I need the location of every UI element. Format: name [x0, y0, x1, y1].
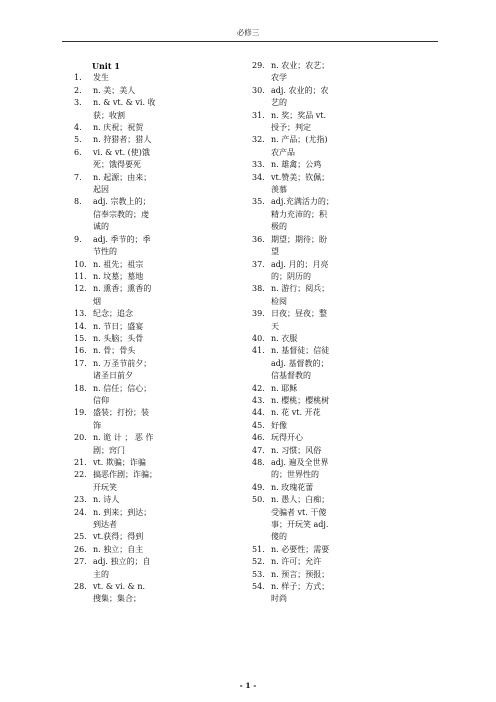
entry-definition: n. 许可；允许 — [271, 557, 322, 567]
page-header: 必修三 — [236, 28, 260, 37]
entry-definition: n. 玫瑰花蕾 — [271, 482, 314, 492]
entry-number: 13. — [74, 309, 87, 319]
entry-number: 17. — [74, 358, 87, 368]
vocab-entry — [252, 134, 352, 159]
entry-number: 2. — [74, 85, 82, 95]
entry-definition: n. 奖；奖品 vt. 授予；判定 — [271, 110, 327, 133]
entry-number: 44. — [252, 408, 265, 418]
right-vocab-list — [252, 60, 352, 606]
entry-number: 19. — [74, 408, 87, 418]
entry-number: 1. — [74, 73, 82, 83]
vocab-entry — [74, 507, 174, 532]
entry-number: 31. — [252, 110, 265, 120]
entry-number: 3. — [74, 98, 82, 108]
vocab-entry — [252, 283, 352, 308]
vocab-entry — [252, 333, 352, 345]
vocab-entry — [74, 333, 174, 345]
vocab-entry — [252, 395, 352, 407]
vocab-entry — [74, 469, 174, 494]
entry-definition: n. 农业；农艺； 农学 — [271, 61, 330, 83]
vocab-entry — [74, 122, 174, 134]
vocab-entry — [252, 420, 352, 432]
entry-definition: n. 头脑；头骨 — [93, 333, 144, 343]
entry-number: 35. — [252, 197, 265, 207]
entry-definition: vi. & vt. (使)饿 死；饿得要死 — [93, 147, 150, 170]
entry-number: 29. — [252, 61, 265, 70]
unit-title: Unit 1 — [92, 61, 120, 71]
entry-number: 23. — [74, 495, 87, 505]
vocab-entry — [74, 97, 174, 122]
vocab-entry — [74, 321, 174, 333]
entry-definition: n. 习惯；风俗 — [271, 445, 322, 455]
vocab-entry — [74, 358, 174, 383]
vocab-entry — [74, 134, 174, 146]
vocab-entry — [74, 259, 174, 271]
vocab-entry — [74, 234, 174, 259]
entry-definition: adj. 季节的；季 节性的 — [93, 234, 151, 257]
entry-number: 33. — [252, 160, 265, 170]
entry-number: 10. — [74, 259, 87, 269]
entry-number: 45. — [252, 420, 265, 430]
entry-definition: n. 样子；方式； 时尚 — [271, 582, 330, 604]
vocab-entry — [252, 60, 352, 85]
entry-definition: n. 熏香；熏香的 烟 — [93, 284, 152, 306]
entry-number: 25. — [74, 532, 87, 542]
entry-definition: n. 诗人 — [93, 495, 120, 505]
vocab-entry — [74, 308, 174, 320]
entry-definition: adj. 宗教上的； 信奉宗教的；虔 诚的 — [93, 197, 151, 232]
entry-definition: n. 耶稣 — [271, 383, 298, 393]
left-column — [74, 60, 174, 606]
entry-definition: adj. 独立的；自 主的 — [93, 557, 151, 579]
entry-definition: n. 预言；预报； — [271, 569, 330, 579]
vocab-entry — [252, 445, 352, 457]
entry-number: 18. — [74, 383, 87, 393]
entry-number: 4. — [74, 123, 82, 133]
entry-definition: vt.获得；得到 — [93, 532, 144, 542]
vocab-entry — [252, 383, 352, 395]
vocab-entry — [74, 556, 174, 581]
vocab-entry — [252, 159, 352, 171]
entry-definition: n. & vt. & vi. 收 获；收割 — [93, 98, 156, 120]
entry-definition: n. 雄禽；公鸡 — [271, 160, 322, 170]
entry-definition: adj. 月的；月亮 的；阴历的 — [271, 259, 329, 281]
entry-number: 32. — [252, 135, 265, 145]
entry-number: 54. — [252, 582, 265, 592]
entry-number: 24. — [74, 507, 87, 517]
entry-definition: n. 衣服 — [271, 333, 298, 343]
vocab-entry — [74, 345, 174, 357]
entry-number: 38. — [252, 284, 265, 294]
entry-definition: n. 骨；骨头 — [93, 346, 136, 356]
entry-number: 12. — [74, 284, 87, 294]
entry-definition: n. 产品；(尤指) 农产品 — [271, 135, 328, 157]
entry-number: 5. — [74, 135, 82, 145]
entry-number: 22. — [74, 470, 87, 480]
vocab-entry — [74, 457, 174, 469]
entry-number: 41. — [252, 346, 265, 356]
entry-definition: n. 愚人；白痴； 受骗者 vt. 干傻 事；开玩笑 adj. 傻的 — [271, 495, 330, 542]
vocab-entry — [252, 172, 352, 197]
entry-number: 40. — [252, 333, 265, 343]
vocab-entry — [252, 482, 352, 494]
entry-number: 14. — [74, 321, 87, 331]
vocab-entry — [74, 581, 174, 606]
entry-definition: adj. 遍及全世界 的；世界性的 — [271, 458, 329, 480]
vocab-entry — [252, 556, 352, 568]
vocab-entry — [74, 271, 174, 283]
entry-definition: 期望；期待；盼 望 — [271, 234, 327, 257]
left-vocab-list — [74, 72, 174, 605]
entry-number: 27. — [74, 557, 87, 567]
entry-number: 52. — [252, 557, 265, 567]
entry-number: 21. — [74, 458, 87, 467]
vocab-entry — [74, 147, 174, 172]
header-rule — [62, 41, 438, 42]
vocab-entry — [74, 196, 174, 233]
vocab-entry — [74, 432, 174, 457]
vocab-entry — [252, 345, 352, 382]
vocab-entry — [252, 85, 352, 110]
vocab-entry — [74, 172, 174, 197]
entry-number: 43. — [252, 395, 265, 405]
vocab-entry — [252, 581, 352, 606]
vocab-entry — [252, 544, 352, 556]
vocab-entry — [74, 85, 174, 97]
entry-number: 28. — [74, 582, 87, 592]
entry-definition: n. 到来；到达； 到达者 — [93, 507, 152, 530]
entry-definition: n. 狩猎者；猎人 — [93, 135, 152, 145]
entry-number: 30. — [252, 85, 265, 95]
entry-number: 8. — [74, 197, 82, 207]
entry-definition: 玩得开心 — [271, 433, 303, 443]
vocab-entry — [252, 494, 352, 544]
vocab-entry — [252, 569, 352, 581]
vocab-entry — [74, 494, 174, 506]
entry-definition: vt. & vi. & n. 搜集；集合； — [93, 582, 146, 604]
entry-definition: adj. 农业的；农 艺的 — [271, 85, 329, 108]
entry-number: 6. — [74, 147, 82, 157]
entry-definition: n. 游行；阅兵； 检阅 — [271, 284, 330, 306]
vocab-entry — [252, 308, 352, 333]
entry-definition: 发生 — [93, 73, 109, 83]
vocab-entry — [74, 72, 174, 84]
entry-definition: vt. 欺骗；诈骗 — [93, 458, 146, 467]
entry-definition: n. 花 vt. 开花 — [271, 408, 321, 418]
entry-definition: n. 祖先；祖宗 — [93, 259, 144, 269]
vocab-entry — [74, 531, 174, 543]
vocab-entry — [252, 259, 352, 284]
entry-number: 7. — [74, 172, 82, 182]
vocab-entry — [74, 407, 174, 432]
entry-definition: n. 基督徒；信徒 adj. 基督教的； 信基督教的 — [271, 346, 330, 381]
entry-number: 9. — [74, 234, 82, 244]
entry-number: 36. — [252, 234, 265, 244]
entry-definition: adj.充满活力的； 精力充沛的；积 极的 — [271, 197, 334, 232]
page-number: - 1 - — [239, 681, 257, 690]
entry-definition: n. 必要性；需要 — [271, 544, 330, 554]
entry-number: 15. — [74, 333, 87, 343]
vocab-entry — [252, 196, 352, 233]
entry-number: 46. — [252, 433, 265, 443]
entry-number: 47. — [252, 445, 265, 455]
entry-number: 51. — [252, 544, 265, 554]
vocab-entry — [74, 283, 174, 308]
entry-definition: n. 庆祝；祝贺 — [93, 123, 144, 133]
entry-number: 49. — [252, 482, 265, 492]
entry-definition: n. 信任；信心； 信仰 — [93, 383, 152, 405]
vocab-entry — [252, 432, 352, 444]
vocab-entry — [74, 383, 174, 408]
vocab-entry — [252, 234, 352, 259]
entry-number: 37. — [252, 259, 265, 269]
vocab-entry — [74, 544, 174, 556]
vocab-entry — [252, 407, 352, 419]
entry-definition: n. 独立；自主 — [93, 544, 144, 554]
entry-definition: n. 万圣节前夕； 诸圣日前夕 — [93, 358, 152, 381]
entry-number: 50. — [252, 495, 265, 505]
entry-definition: n. 节日；盛宴 — [93, 321, 144, 331]
entry-definition: n. 美；美人 — [93, 85, 136, 95]
entry-definition: 纪念；追念 — [93, 309, 133, 319]
entry-definition: 盛装；打扮；装 饰 — [93, 408, 149, 430]
entry-number: 53. — [252, 569, 265, 579]
entry-number: 48. — [252, 458, 265, 467]
entry-definition: 日夜；昼夜；整 天 — [271, 309, 327, 331]
entry-number: 39. — [252, 309, 265, 319]
entry-number: 26. — [74, 544, 87, 554]
entry-definition: n. 樱桃；樱桃树 — [271, 395, 330, 405]
vocab-entry — [252, 457, 352, 482]
entry-number: 34. — [252, 172, 265, 182]
vocab-entry — [252, 110, 352, 135]
entry-definition: n. 起源；由来； 起因 — [93, 172, 152, 195]
entry-definition: vt.赞美；钦佩； 羡慕 — [271, 172, 330, 195]
entry-number: 42. — [252, 383, 265, 393]
right-column — [252, 60, 352, 606]
entry-definition: 搞恶作剧；诈骗； 开玩笑 — [93, 470, 157, 492]
entry-definition: n. 诡 计 ； 恶 作 剧；窍门 — [93, 433, 154, 455]
entry-definition: 好像 — [271, 420, 287, 430]
entry-number: 20. — [74, 433, 87, 443]
entry-number: 11. — [74, 271, 87, 281]
entry-number: 16. — [74, 346, 87, 356]
entry-definition: n. 坟墓；墓地 — [93, 271, 144, 281]
